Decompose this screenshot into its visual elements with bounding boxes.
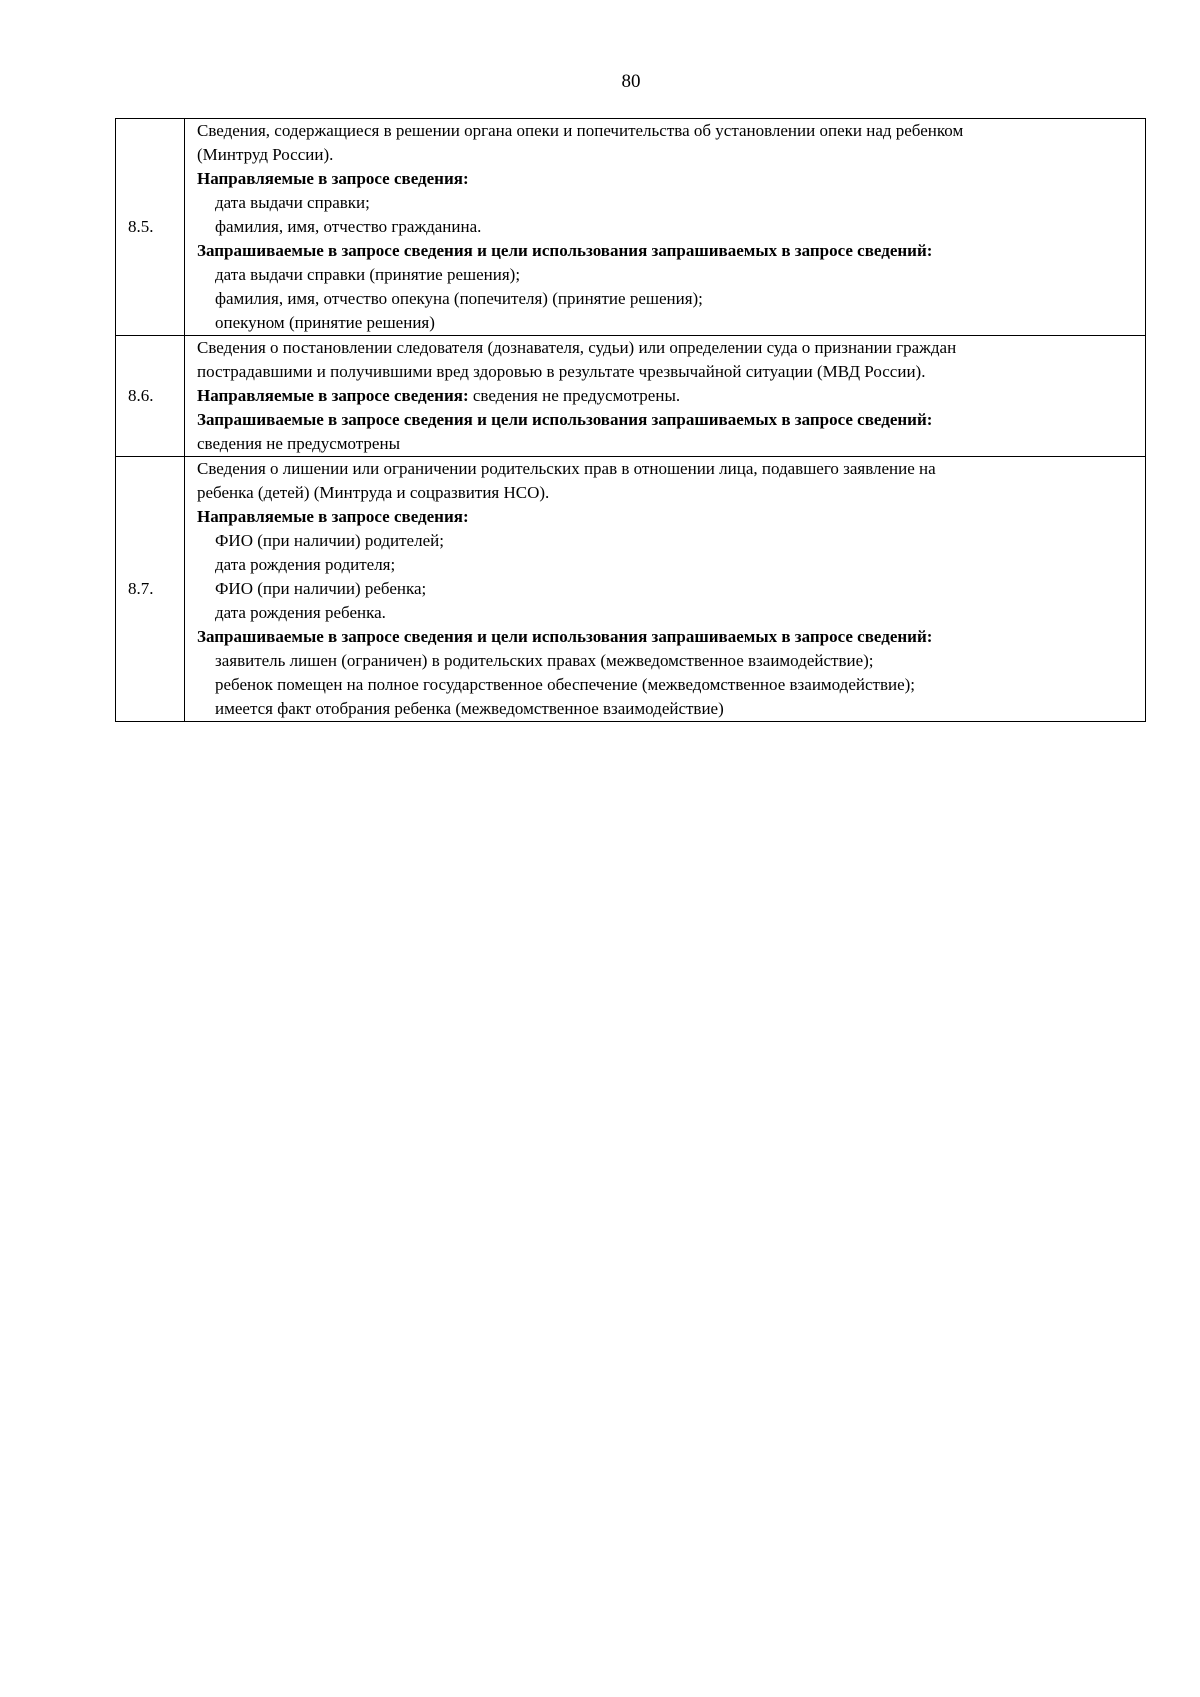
page-number: 80 xyxy=(621,71,641,92)
row-number: 8.5. xyxy=(116,119,185,336)
sent-item: фамилия, имя, отчество гражданина. xyxy=(215,217,482,236)
intro-line: (Минтруд России). xyxy=(197,145,334,164)
table-row xyxy=(116,119,1146,336)
row-content xyxy=(185,336,1146,457)
requested-label: Запрашиваемые в запросе сведения и цели использования запрашиваемых в запросе сведений: xyxy=(197,241,933,260)
row-number: 8.7. xyxy=(116,457,185,722)
intro-line: пострадавшими и получившими вред здоровью в результате чрезвычайной ситуации (МВД России). xyxy=(197,362,926,381)
intro-line: Сведения о лишении или ограничении родительских прав в отношении лица, подавшего заявление на xyxy=(197,459,936,478)
sent-label: Направляемые в запросе сведения: xyxy=(197,386,469,405)
requested-item: ребенок помещен на полное государственное обеспечение (межведомственное взаимодействие); xyxy=(215,675,916,694)
sent-label: Направляемые в запросе сведения: xyxy=(197,507,469,526)
requested-label: Запрашиваемые в запросе сведения и цели использования запрашиваемых в запросе сведений: xyxy=(197,410,933,429)
sent-line xyxy=(197,384,1141,408)
sent-item: дата рождения ребенка. xyxy=(215,603,386,622)
requested-item: фамилия, имя, отчество опекуна (попечителя) (принятие решения); xyxy=(215,289,703,308)
document-table xyxy=(115,118,1146,722)
intro-line: Сведения о постановлении следователя (дознавателя, судьи) или определении суда о признании граждан xyxy=(197,338,957,357)
requested-item: заявитель лишен (ограничен) в родительских правах (межведомственное взаимодействие); xyxy=(215,651,874,670)
intro-line: ребенка (детей) (Минтруда и соцразвития НСО). xyxy=(197,483,550,502)
row-content xyxy=(185,457,1146,722)
requested-label: Запрашиваемые в запросе сведения и цели использования запрашиваемых в запросе сведений: xyxy=(197,627,933,646)
requested-text: сведения не предусмотрены xyxy=(197,434,400,453)
intro-line: Сведения, содержащиеся в решении органа опеки и попечительства об установлении опеки над ребенком xyxy=(197,121,964,140)
requested-item: опекуном (принятие решения) xyxy=(215,313,435,332)
row-content xyxy=(185,119,1146,336)
row-number: 8.6. xyxy=(116,336,185,457)
table-row xyxy=(116,457,1146,722)
sent-item: дата рождения родителя; xyxy=(215,555,396,574)
requested-item: дата выдачи справки (принятие решения); xyxy=(215,265,521,284)
sent-inline-text: сведения не предусмотрены. xyxy=(468,386,681,405)
sent-item: дата выдачи справки; xyxy=(215,193,370,212)
sent-label: Направляемые в запросе сведения: xyxy=(197,169,469,188)
table-row xyxy=(116,336,1146,457)
sent-item: ФИО (при наличии) родителей; xyxy=(215,531,444,550)
sent-item: ФИО (при наличии) ребенка; xyxy=(215,579,427,598)
requested-item: имеется факт отобрания ребенка (межведомственное взаимодействие) xyxy=(215,699,724,718)
